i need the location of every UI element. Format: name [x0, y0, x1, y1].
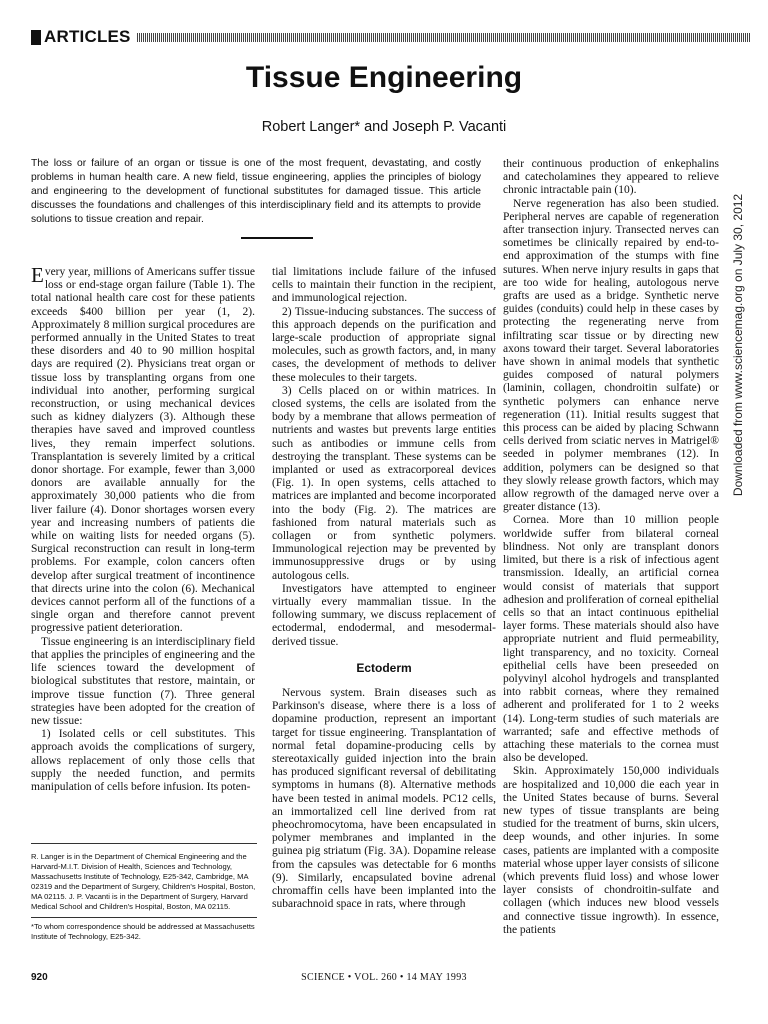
- body-paragraph: Investigators have attempted to engineer virtually every mammalian tissue. In the following summary, we discuss replacement of ectodermal, endodermal, and mesodermal-derived tissue.: [272, 582, 496, 648]
- section-marker: [31, 30, 41, 45]
- article-abstract: The loss or failure of an organ or tissue is one of the most frequent, devastating, and costly problems in human health care. A new field, tissue engineering, applies the principles of biology and engineering to the development of functional substitutes for damaged tissue. This article discusses the foundations and challenges of this interdisciplinary field and its attempts to provide solutions to tissue creation and repair.: [31, 158, 481, 225]
- drop-cap: E: [31, 263, 44, 287]
- body-paragraph: Cornea. More than 10 million people worldwide suffer from bilateral corneal blindness. Not only are transplant donors limited, but there is a risk of infectious agent transmission. Ideally, an artificial cornea would consist of materials that support adhesion and proliferation of corneal epithelial cells so that an intact continuous epithelial layer forms. These materials should also have appropriate nutrient and fluid permeability, light transparency, and no toxicity. Corneal epithelial cells have been preseeded on polyvinyl alcohol hydrogels and transplanted into rabbit corneas, where they remained adherent and proliferated for 1 to 2 weeks (14). Long-term studies of such materials are warranted; safe and effective methods of attaching these materials to the cornea must also be developed.: [503, 514, 719, 765]
- sciencemag-link[interactable]: www.sciencemag.org: [731, 285, 745, 399]
- body-paragraph: 2) Tissue-inducing substances. The success of this approach depends on the purification and large-scale production of appropriate signal molecules, such as growth factors, and, in many cases, the development of methods to deliver these molecules to their targets.: [272, 305, 496, 384]
- article-title: Tissue Engineering: [245, 61, 523, 94]
- body-column-1: [31, 263, 255, 794]
- section-header: [31, 28, 751, 46]
- body-paragraph: Nervous system. Brain diseases such as Parkinson's disease, where there is a loss of dopamine production, represent an important target for tissue engineering. Transplantation of normal fetal dopamine-producing cells by stereotaxically guided injection into the brain has produced significant reversal of debilitating symptoms in humans (8). Alternative methods have been tested in animal models. PC12 cells, an immortalized cell line derived from rat pheochromocytoma, have been encapsulated in polymer membranes and implanted in the guinea pig striatum (Fig. 3A). Dopamine release from the capsules was detectable for 6 months (9). Similarly, encapsulated bovine adrenal chromaffin cells have been implanted into the subarachnoid space in rats, where through: [272, 686, 496, 911]
- body-paragraph: Nerve regeneration has also been studied. Peripheral nerves are capable of regeneration after transection injury. Transected nerves can sometimes be clinically repaired by end-to-end approximation of the stumps with fine sutures. When nerve injury results in gaps that are too wide for healing, autologous nerve grafts are used as a bridge. Synthetic nerve guides (conduits) could help in these cases by protecting the regenerating nerve from infiltrating scar tissue or by directing new axons toward their target. Several laboratories have shown in animal models that synthetic guides composed of natural polymers (laminin, collagen, chondroitin sulfate) or synthetic polymers can enhance nerve regeneration (11). Initial results suggest that this process can be aided by placing Schwann cells derived from sciatic nerves in Matrigel® seeded in polymer membranes (12). In addition, polymers can be designed so that they slowly release growth factors, which may allow regrowth of the damaged nerve over a greater distance (13).: [503, 197, 719, 514]
- section-rule: [137, 33, 751, 42]
- download-prefix: Downloaded from: [731, 398, 745, 497]
- section-label: ARTICLES: [44, 27, 131, 46]
- body-paragraph: 3) Cells placed on or within matrices. In closed systems, the cells are isolated from the body by a membrane that allows permeation of nutrients and wastes but prevents large entities such as antibodies or immune cells from destroying the transplant. These systems can be implanted or used as extracorporeal devices (Fig. 1). In open systems, cells attached to matrices are implanted and become incorporated into the body (Fig. 2). The matrices are fashioned from natural materials such as collagen or from synthetic polymers. Immunological rejection may be prevented by immunosuppressive drugs or by using autologous cells.: [272, 384, 496, 582]
- body-column-3: [503, 158, 719, 937]
- footnotes: [31, 843, 257, 947]
- body-paragraph: Skin. Approximately 150,000 individuals are hospitalized and 10,000 die each year in the United States because of burns. Several new types of tissue transplants are being studied for the treatment of burns, skin ulcers, deep wounds, and other injuries. In some cases, patients are implanted with a composite material whose upper layer consists of silicone (which prevents fluid loss) and whose lower layer consists of chondroitin-sulfate and collagen (which induces new blood vessels and connective tissue ingrowth). In essence, the patients: [503, 765, 719, 936]
- section-heading-ectoderm: Ectoderm: [356, 660, 412, 675]
- download-date: on July 30, 2012: [731, 193, 745, 286]
- page-number: 920: [31, 972, 48, 983]
- body-paragraph: Tissue engineering is an interdisciplinary field that applies the principles of engineering and the life sciences toward the development of biological substitutes that restore, maintain, or improve tissue function (7). Three general strategies have been adopted for the creation of new tissue:: [31, 635, 255, 727]
- body-column-2: [272, 266, 496, 911]
- article-authors: Robert Langer* and Joseph P. Vacanti: [261, 119, 507, 135]
- abstract-divider: [241, 237, 313, 239]
- body-paragraph: their continuous production of enkephalins and catecholamines they appeared to relieve chronic intractable pain (10).: [503, 158, 719, 197]
- correspondence-note: *To whom correspondence should be addressed at Massachusetts Institute of Technology, E25-342.: [31, 917, 257, 942]
- body-paragraph: 1) Isolated cells or cell substitutes. This approach avoids the complications of surgery, allows replacement of only those cells that supply the needed function, and permits manipulation of cells before infusion. Its poten-: [31, 728, 255, 793]
- body-paragraph: tial limitations include failure of the infused cells to maintain their function in the recipient, and immunological rejection.: [272, 266, 496, 305]
- author-affiliations: R. Langer is in the Department of Chemical Engineering and the Harvard-M.I.T. Division of Health, Sciences and Technology, Massachusetts Institute of Technology, E25-342, Cambridge, MA 02319 and the Department of Surgery, Children's Hospital, Boston, MA 02115. J. P. Vacanti is in the Department of Surgery, Harvard Medical School and Children's Hospital, Boston, MA 02115.: [31, 852, 256, 911]
- body-paragraph: Every year, millions of Americans suffer tissue loss or end-stage organ failure (Table 1). The total national health care cost for these patients exceeds $400 billion per year (1, 2). Approximately 8 million surgical procedures are performed annually in the United States to treat these disorders and 40 to 90 million hospital days are required (2). Physicians treat organ or tissue loss by transplanting organs from one individual into another, performing surgical reconstruction, or using mechanical devices such as kidney dialyzers (3). Although these therapies have saved and improved countless lives, they remain imperfect solutions. Transplantation is severely limited by a critical donor shortage. For example, fewer than 3,000 donors are available annually for the approximately 30,000 patients who die from liver failure (4). Donor shortages worsen every year and increasing numbers of patients die while on waiting lists for needed organs (5). Surgical reconstruction can result in long-term problems. For example, colon cancers often develop after surgical treatment of incontinence that directs urine into the colon (6). Mechanical devices cannot perform all of the functions of a single organ and therefore cannot prevent progressive patient deterioration.: [31, 263, 255, 635]
- running-footer: SCIENCE • VOL. 260 • 14 MAY 1993: [301, 972, 467, 983]
